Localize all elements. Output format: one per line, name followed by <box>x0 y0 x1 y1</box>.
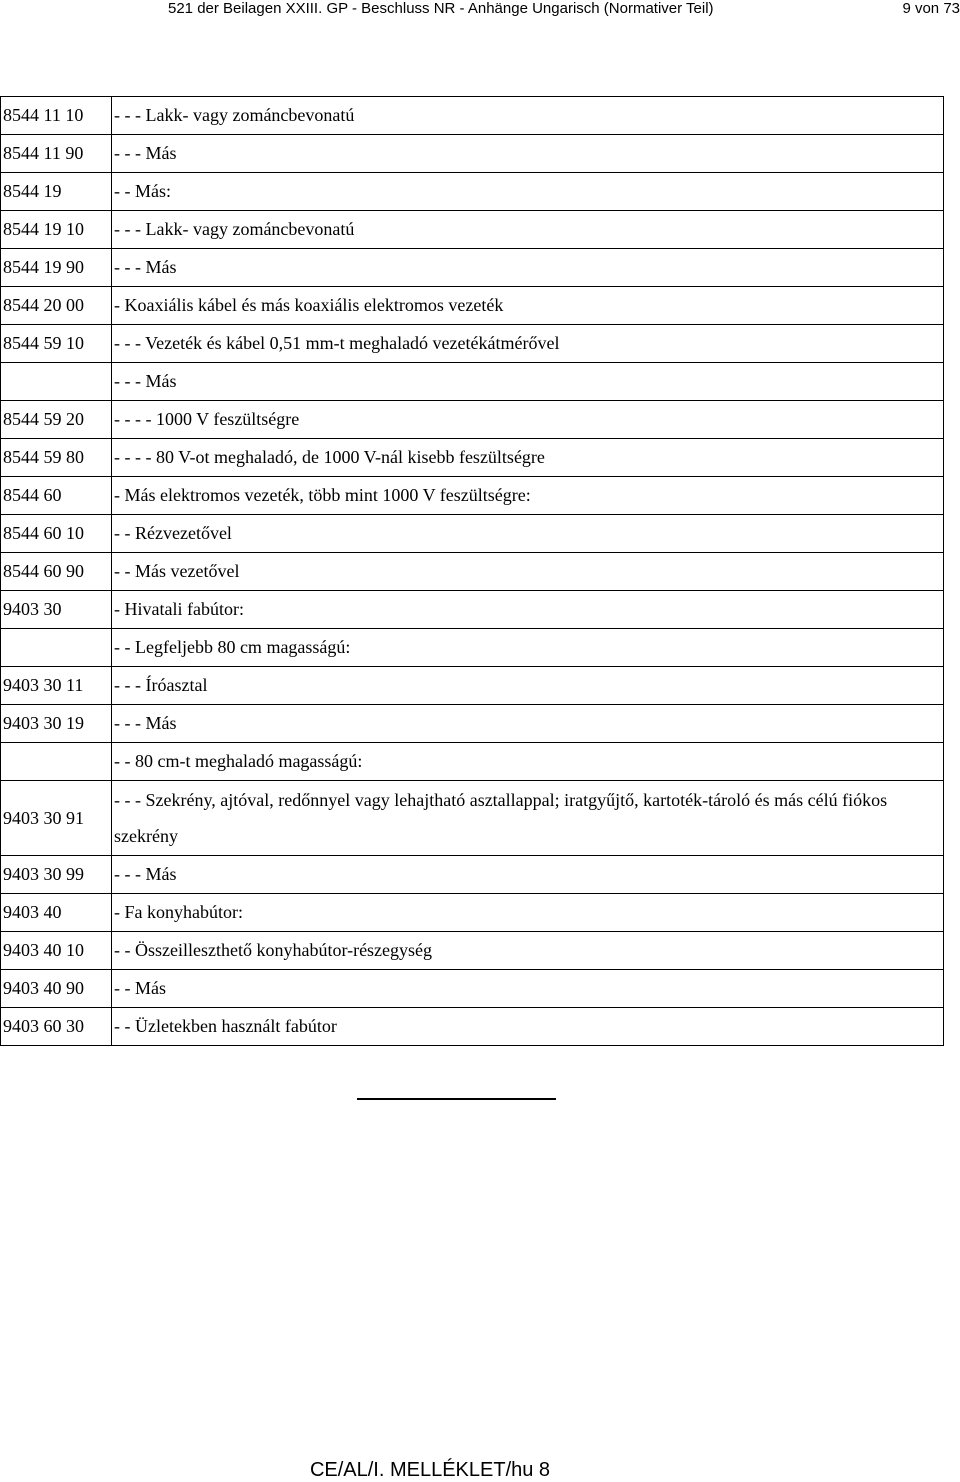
tariff-code: 9403 40 10 <box>1 932 112 970</box>
section-end-rule <box>357 1098 556 1100</box>
tariff-code: 9403 30 <box>1 591 112 629</box>
table-row <box>1 705 944 743</box>
tariff-code: 8544 59 20 <box>1 401 112 439</box>
tariff-code: 8544 19 <box>1 173 112 211</box>
tariff-code: 8544 19 10 <box>1 211 112 249</box>
tariff-description: - - - Lakk- vagy zománcbevonatú <box>112 211 944 249</box>
table-row <box>1 363 944 401</box>
tariff-description: - - Legfeljebb 80 cm magasságú: <box>112 629 944 667</box>
tariff-code: 8544 11 10 <box>1 97 112 135</box>
table-row <box>1 970 944 1008</box>
tariff-description: - - Más: <box>112 173 944 211</box>
tariff-description: - - - Más <box>112 705 944 743</box>
tariff-description: - - - Lakk- vagy zománcbevonatú <box>112 97 944 135</box>
table-row <box>1 135 944 173</box>
tariff-code: 9403 30 19 <box>1 705 112 743</box>
table-row <box>1 591 944 629</box>
tariff-code <box>1 743 112 781</box>
tariff-description: - - Üzletekben használt fabútor <box>112 1008 944 1046</box>
tariff-description: - - - Más <box>112 249 944 287</box>
tariff-code: 9403 30 99 <box>1 856 112 894</box>
table-row <box>1 743 944 781</box>
tariff-description: - Fa konyhabútor: <box>112 894 944 932</box>
tariff-code: 9403 30 11 <box>1 667 112 705</box>
tariff-description: - - - Más <box>112 135 944 173</box>
table-row <box>1 856 944 894</box>
table-row <box>1 629 944 667</box>
tariff-description: - - Rézvezetővel <box>112 515 944 553</box>
tariff-code <box>1 629 112 667</box>
table-row <box>1 97 944 135</box>
tariff-description: - - Összeilleszthető konyhabútor-részegység <box>112 932 944 970</box>
tariff-code: 9403 40 90 <box>1 970 112 1008</box>
table-row <box>1 287 944 325</box>
tariff-code: 8544 19 90 <box>1 249 112 287</box>
tariff-description: - - Más <box>112 970 944 1008</box>
tariff-code: 9403 60 30 <box>1 1008 112 1046</box>
table-row <box>1 932 944 970</box>
tariff-code <box>1 363 112 401</box>
table-row <box>1 477 944 515</box>
tariff-code: 8544 11 90 <box>1 135 112 173</box>
tariff-description: - - - Vezeték és kábel 0,51 mm-t meghaladó vezetékátmérővel <box>112 325 944 363</box>
table-row <box>1 211 944 249</box>
table-row <box>1 781 944 856</box>
tariff-description: - - - Íróasztal <box>112 667 944 705</box>
tariff-code: 8544 20 00 <box>1 287 112 325</box>
document-title: 521 der Beilagen XXIII. GP - Beschluss NR - Anhänge Ungarisch (Normativer Teil) <box>168 0 714 17</box>
tariff-description: - Koaxiális kábel és más koaxiális elektromos vezeték <box>112 287 944 325</box>
table-row <box>1 249 944 287</box>
tariff-description: - - Más vezetővel <box>112 553 944 591</box>
tariff-code: 8544 60 90 <box>1 553 112 591</box>
table-row <box>1 894 944 932</box>
tariff-code: 9403 40 <box>1 894 112 932</box>
tariff-description: - - 80 cm-t meghaladó magasságú: <box>112 743 944 781</box>
table-row <box>1 401 944 439</box>
table-row <box>1 515 944 553</box>
tariff-code: 9403 30 91 <box>1 781 112 856</box>
tariff-description: - - - Szekrény, ajtóval, redőnnyel vagy lehajtható asztallappal; iratgyűjtő, kartoték-tároló és más célú fiókos szekrény <box>112 781 944 856</box>
table-row <box>1 173 944 211</box>
running-header <box>0 0 960 22</box>
tariff-description: - Más elektromos vezeték, több mint 1000 V feszültségre: <box>112 477 944 515</box>
tariff-description: - - - Más <box>112 363 944 401</box>
tariff-code: 8544 59 80 <box>1 439 112 477</box>
page-number: 9 von 73 <box>902 0 960 17</box>
page-footer <box>0 1458 960 1482</box>
tariff-table <box>0 96 944 1046</box>
tariff-description: - - - Más <box>112 856 944 894</box>
table-row <box>1 439 944 477</box>
tariff-description: - - - - 1000 V feszültségre <box>112 401 944 439</box>
table-row <box>1 1008 944 1046</box>
annex-reference: CE/AL/I. MELLÉKLET/hu 8 <box>309 1459 551 1481</box>
tariff-code: 8544 59 10 <box>1 325 112 363</box>
table-row <box>1 325 944 363</box>
tariff-description: - - - - 80 V-ot meghaladó, de 1000 V-nál kisebb feszültségre <box>112 439 944 477</box>
tariff-code: 8544 60 10 <box>1 515 112 553</box>
tariff-description: - Hivatali fabútor: <box>112 591 944 629</box>
table-row <box>1 553 944 591</box>
table-row <box>1 667 944 705</box>
tariff-code: 8544 60 <box>1 477 112 515</box>
